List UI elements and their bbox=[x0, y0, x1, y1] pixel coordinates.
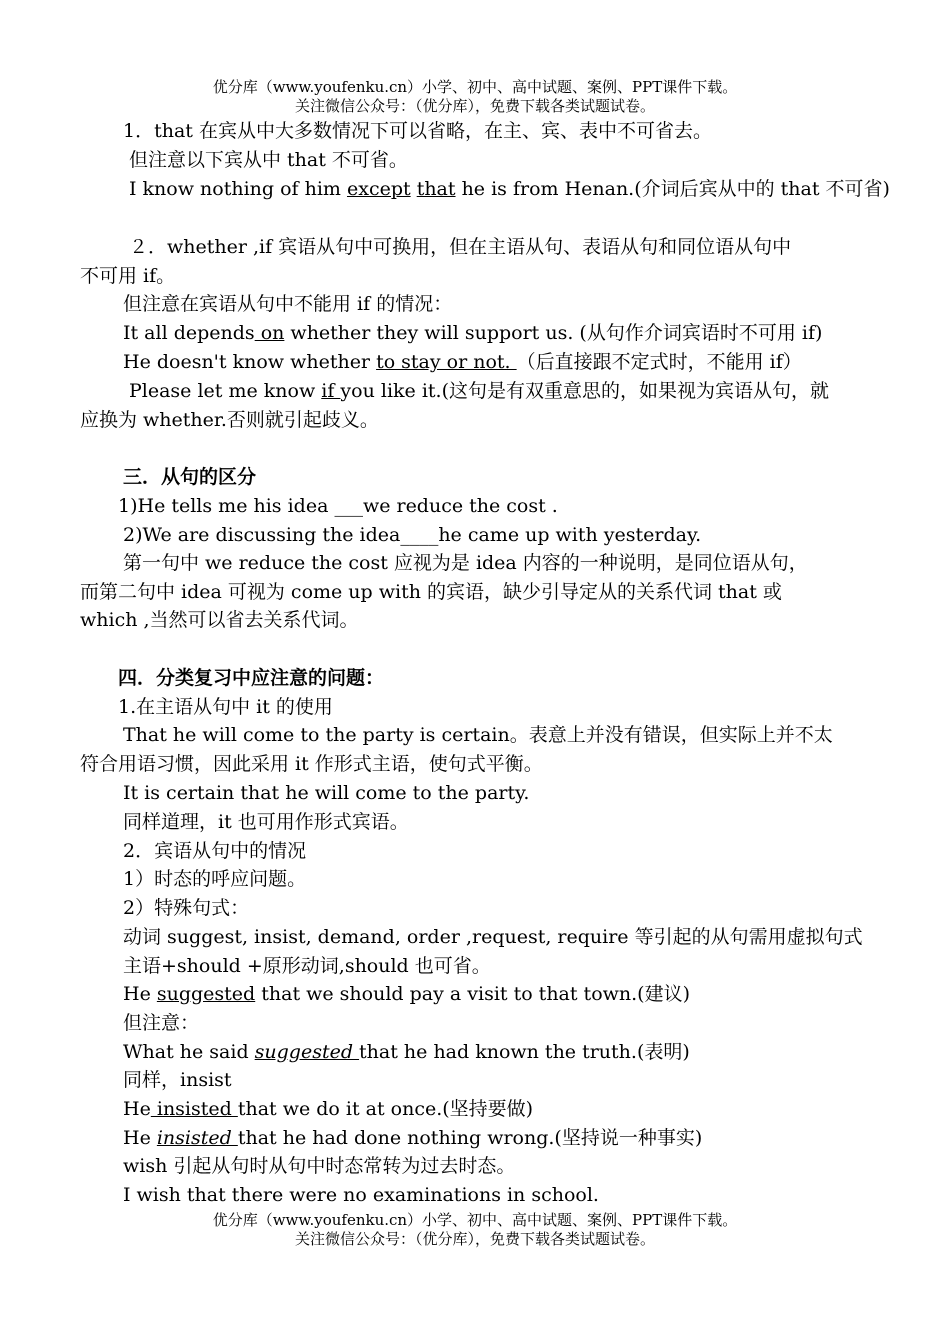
text: Please let me know bbox=[129, 380, 322, 402]
text: I know nothing of him bbox=[129, 178, 347, 200]
p2-line-6 bbox=[129, 379, 829, 403]
s4-line-18: I wish that there were no examinations in school. bbox=[123, 1184, 599, 1206]
text: What he said bbox=[123, 1041, 255, 1063]
text: He doesn't know whether bbox=[123, 351, 377, 373]
text: that he had done nothing wrong.(坚持说一种事实) bbox=[237, 1127, 703, 1149]
p2-line-7: 应换为 whether.否则就引起歧义。 bbox=[80, 409, 379, 431]
underlined-italic-text: suggested bbox=[254, 1041, 360, 1063]
s4-line-14: 同样，insist bbox=[123, 1069, 232, 1091]
text: He bbox=[123, 1098, 151, 1120]
underlined-text: except bbox=[346, 178, 411, 200]
s3-line-5: which ,当然可以省去关系代词。 bbox=[80, 609, 359, 631]
s4-line-15 bbox=[123, 1097, 533, 1121]
text: （后直接跟不定式时，不能用 if） bbox=[516, 351, 802, 373]
p1-line-1: 1．that 在宾从中大多数情况下可以省略，在主、宾、表中不可省去。 bbox=[123, 120, 712, 142]
blank: ___ bbox=[334, 495, 363, 517]
text: He bbox=[123, 1127, 157, 1149]
s4-line-6: 2．宾语从句中的情况 bbox=[123, 840, 307, 862]
s4-line-1: 1.在主语从句中 it 的使用 bbox=[118, 696, 333, 718]
s4-line-5: 同样道理，it 也可用作形式宾语。 bbox=[123, 811, 409, 833]
section-4-title: 四．分类复习中应注意的问题： bbox=[118, 667, 385, 689]
s3-line-2 bbox=[123, 523, 701, 547]
p2-line-5 bbox=[123, 350, 802, 374]
s4-line-13 bbox=[123, 1040, 690, 1064]
underlined-text: suggested bbox=[156, 983, 256, 1005]
header-line-1: 优分库（www.youfenku.cn）小学、初中、高中试题、案例、PPT课件下载。 bbox=[212, 78, 738, 96]
s4-line-16 bbox=[123, 1126, 702, 1150]
underlined-text: if bbox=[321, 380, 341, 402]
underlined-text: that bbox=[416, 178, 456, 200]
text: He bbox=[123, 983, 157, 1005]
header-line-2: 关注微信公众号：（优分库），免费下载各类试题试卷。 bbox=[294, 97, 655, 115]
text: that we should pay a visit to that town.(建议) bbox=[255, 983, 690, 1005]
blank: ____ bbox=[400, 524, 439, 546]
s4-line-12: 但注意： bbox=[123, 1012, 200, 1034]
s4-line-3: 符合用语习惯，因此采用 it 作形式主语，使句式平衡。 bbox=[80, 753, 543, 775]
p2-line-3: 但注意在宾语从句中不能用 if 的情况： bbox=[123, 293, 453, 315]
p1-line-3 bbox=[129, 177, 890, 201]
s4-line-17: wish 引起从句时从句中时态常转为过去时态。 bbox=[123, 1155, 516, 1177]
text: that we do it at once.(坚持要做) bbox=[237, 1098, 534, 1120]
text: you like it.(这句是有双重意思的，如果视为宾语从句，就 bbox=[340, 380, 829, 402]
text: he came up with yesterday. bbox=[438, 524, 702, 546]
s3-line-3: 第一句中 we reduce the cost 应视为是 idea 内容的一种说明，是同位语从句， bbox=[123, 552, 808, 574]
s4-line-10: 主语+should +原形动词,should 也可省。 bbox=[123, 955, 491, 977]
text: 1)He tells me his idea bbox=[118, 495, 335, 517]
s4-line-8: 2）特殊句式： bbox=[123, 897, 250, 919]
s4-line-7: 1）时态的呼应问题。 bbox=[123, 868, 307, 890]
p2-line-1: ２．whether ,if 宾语从句中可换用，但在主语从句、表语从句和同位语从句中 bbox=[129, 236, 792, 258]
p2-line-4 bbox=[123, 321, 822, 345]
text: we reduce the cost . bbox=[362, 495, 558, 517]
p1-line-2: 但注意以下宾从中 that 不可省。 bbox=[129, 149, 408, 171]
underlined-text: to stay or not. bbox=[376, 351, 517, 373]
underlined-text: insisted bbox=[150, 1098, 238, 1120]
footer-line-1: 优分库（www.youfenku.cn）小学、初中、高中试题、案例、PPT课件下载。 bbox=[212, 1211, 738, 1229]
underlined-text: on bbox=[254, 322, 285, 344]
text: 2)We are discussing the idea bbox=[123, 524, 401, 546]
p2-line-2: 不可用 if。 bbox=[80, 265, 176, 287]
text: whether they will support us. (从句作介词宾语时不可用 if) bbox=[284, 322, 823, 344]
s4-line-4: It is certain that he will come to the party. bbox=[123, 782, 530, 804]
section-3-title: 三．从句的区分 bbox=[123, 466, 257, 488]
underlined-italic-text: insisted bbox=[156, 1127, 238, 1149]
s3-line-4: 而第二句中 idea 可视为 come up with 的宾语，缺少引导定从的关系代词 that 或 bbox=[80, 581, 782, 603]
s4-line-2: That he will come to the party is certain。表意上并没有错误，但实际上并不太 bbox=[123, 724, 833, 746]
s4-line-9: 动词 suggest, insist, demand, order ,request, require 等引起的从句需用虚拟句式 bbox=[123, 926, 863, 948]
text: It all depends bbox=[123, 322, 255, 344]
footer-line-2: 关注微信公众号：（优分库），免费下载各类试题试卷。 bbox=[294, 1230, 655, 1248]
s4-line-11 bbox=[123, 982, 690, 1006]
text: he is from Henan.(介词后宾从中的 that 不可省) bbox=[455, 178, 890, 200]
s3-line-1 bbox=[118, 494, 558, 518]
text: that he had known the truth.(表明) bbox=[359, 1041, 690, 1063]
